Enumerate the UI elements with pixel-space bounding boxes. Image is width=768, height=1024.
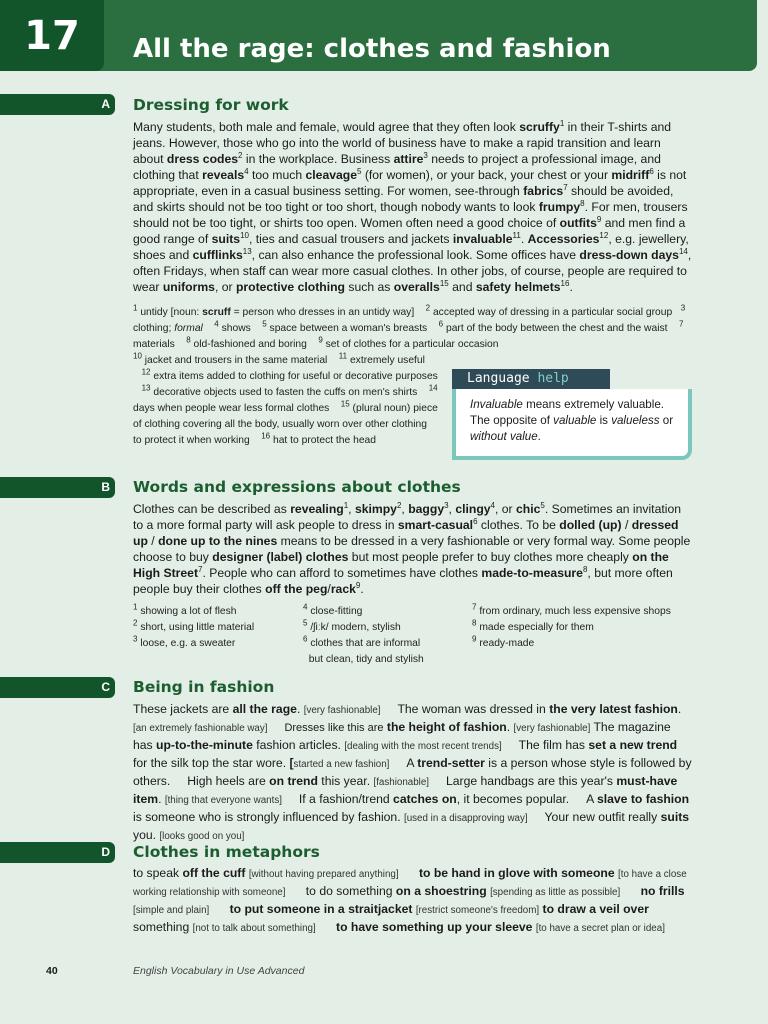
section-b-footnotes-col1: $^1$ showing a lot of flesh $^2$ short, using little material $^3$ loose, e.g. a sweater (133, 602, 255, 649)
section-b-title: Words and expressions about clothes (133, 478, 461, 496)
unit-title: All the rage: clothes and fashion (133, 34, 611, 64)
language-help-body: Invaluable means extremely valuable. The opposite of valuable is valueless or without value. (452, 389, 692, 460)
unit-header (0, 0, 757, 71)
section-a-footnotes-2: $^{10}$ jacket and trousers in the same material $^{11}$ extremely useful $^{12}$ extra items added to clothing for useful or decorative purposes $^{13}$ decorative objects used to fasten the cuffs on men's shirts $^{14}$ days when people wear less formal clothes $^{15}$ (plural noun) piece of clothing covering all the body, usually worn over other clothing to protect it when working $^{16}$ hat to protect the head (133, 351, 438, 446)
section-d-tab: D (0, 842, 115, 863)
unit-number: 17 (0, 0, 104, 71)
book-title: English Vocabulary in Use Advanced (133, 965, 305, 977)
section-c-title: Being in fashion (133, 678, 275, 696)
section-b-text: Clothes can be described as revealing$^1$, skimpy$^2$, baggy$^3$, clingy$^4$, or chic$^5$. Sometimes an invitation to a more formal party will ask people to dress in smart-casual$^6$ clothes. To be dolled (up) / dressed up / done up to the nines means to be dressed in a very fashionable or very formal way. Some people choose to buy designer (label) clothes but most people prefer to buy clothes more cheaply on the High Street$^7$. People who can afford to sometimes have clothes made-to-measure$^8$, but more often people buy their clothes off the peg/rack$^9$. (133, 500, 691, 596)
language-help-box (452, 369, 692, 460)
section-c-tab: C (0, 677, 115, 698)
section-a-footnotes: $^1$ untidy [noun: scruff = person who dresses in an untidy way] $^2$ accepted way of dressing in a particular social group $^3$ clothing; formal $^4$ shows $^5$ space between a woman's breasts $^6$ part of the body between the chest and the waist $^7$ materials $^8$ old-fashioned and boring $^9$ set of clothes for a particular occasion (133, 303, 686, 350)
section-a-tab: A (0, 94, 115, 115)
page-number: 40 (46, 965, 58, 977)
section-b-footnotes-col2: $^4$ close-fitting $^5$ /ʃiːk/ modern, stylish $^6$ clothes that are informal but clean, tidy and stylish (303, 602, 424, 665)
section-b-footnotes-col3: $^7$ from ordinary, much less expensive shops $^8$ made especially for them $^9$ ready-made (472, 602, 671, 649)
section-c-text: These jackets are all the rage. [very fashionable] The woman was dressed in the very latest fashion. [an extremely fashionable way] Dresses like this are the height of fashion. [very fashionable] The magazine has up-to-the-minute fashion articles. [dealing with the most recent trends] The film has set a new trend for the silk top the star wore. [started a new fashion] A trend-setter is a person whose style is followed by others. High heels are on trend this year. [fashionable] Large handbags are this year's must-have item. [thing that everyone wants] If a fashion/trend catches on, it becomes popular. A slave to fashion is someone who is strongly influenced by fashion. [used in a disapproving way] Your new outfit really suits you. [looks good on you] (133, 702, 692, 842)
section-b-tab: B (0, 477, 115, 498)
section-a-title: Dressing for work (133, 96, 289, 114)
section-d-text: to speak off the cuff [without having prepared anything] to be hand in glove with someone [to have a close working relationship with someone] to do something on a shoestring [spending as little as possible] no frills [simple and plain] to put someone in a straitjacket [restrict someone's freedom] to draw a veil over something [not to talk about something] to have something up your sleeve [to have a secret plan or idea] (133, 866, 687, 934)
section-d-title: Clothes in metaphors (133, 843, 320, 861)
section-a-text: Many students, both male and female, would agree that they often look scruffy$^1$ in their T-shirts and jeans. However, those who go into the world of business have to make a rapid transition and learn about dress codes$^2$ in the workplace. Business attire$^3$ needs to project a professional image, and clothing that reveals$^4$ too much cleavage$^5$ (for women), or your back, your chest or your midriff$^6$ is not appropriate, even in a casual business setting. For women, see-through fabrics$^7$ should be avoided, and skirts should not be too tight or too short, though nobody wants to look frumpy$^8$. For men, trousers should not be too tight, or shirts too open. Women often need a good choice of outfits$^9$ and men find a good range of suits$^{10}$, ties and casual trousers and jackets invaluable$^{11}$. Accessories$^{12}$, e.g. jewellery, shoes and cufflinks$^{13}$, can also enhance the professional look. Some offices have dress-down days$^{14}$, often Fridays, when staff can wear more casual clothes. In other jobs, of course, people are required to wear uniforms, or protective clothing such as overalls$^{15}$ and safety helmets$^{16}$. (133, 118, 692, 294)
language-help-tab: Language help (452, 369, 610, 389)
